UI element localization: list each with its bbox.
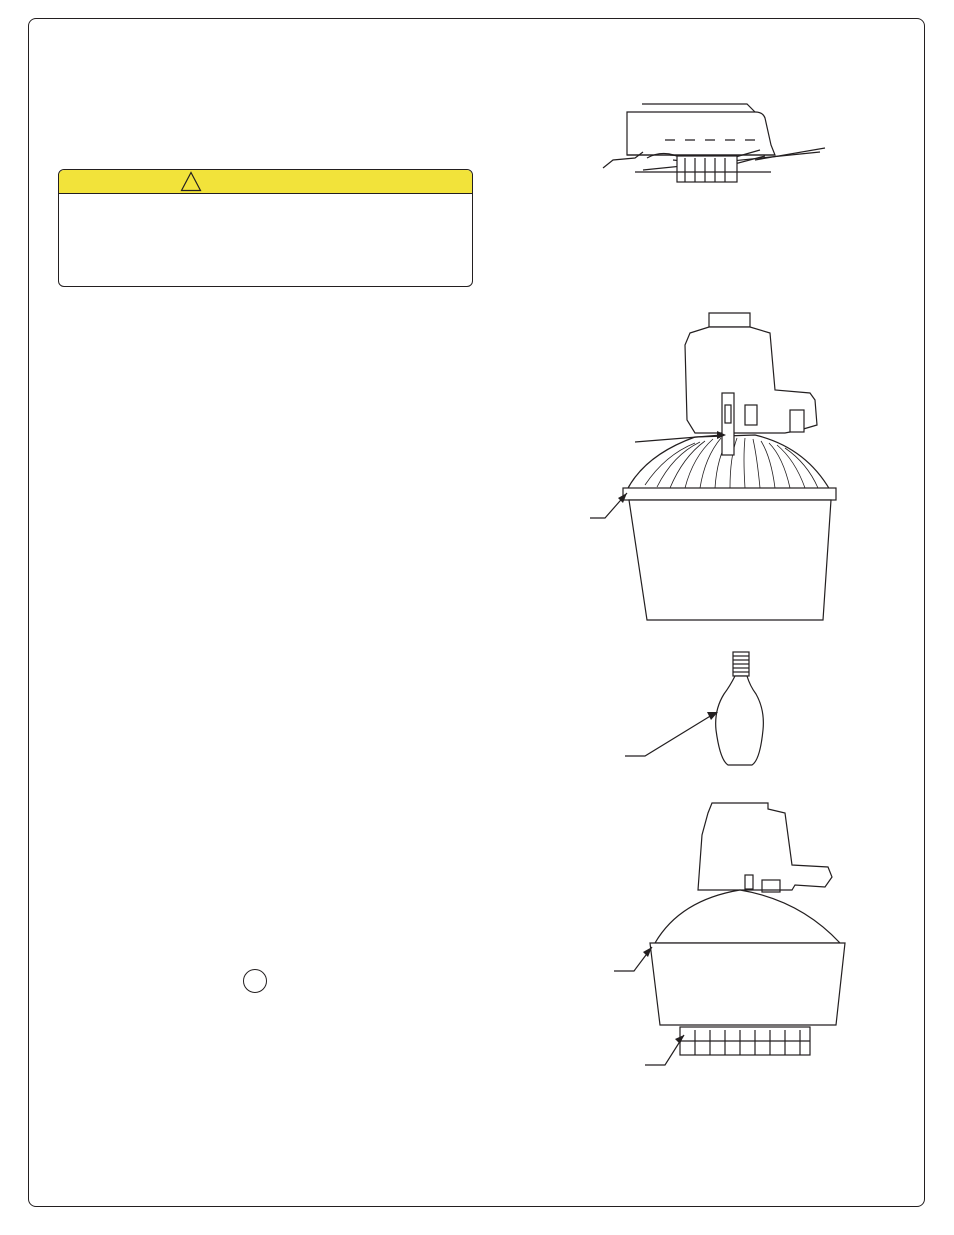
warning-triangle-icon [180,171,202,192]
caution-box [58,169,473,287]
lamp-bulb-diagram [620,650,770,772]
step-marker-circle [243,969,267,993]
fixture-housing-diagram [585,305,850,630]
mounting-bracket-diagram [595,100,835,190]
caution-header [59,170,472,194]
assembled-fixture-diagram [600,795,850,1095]
